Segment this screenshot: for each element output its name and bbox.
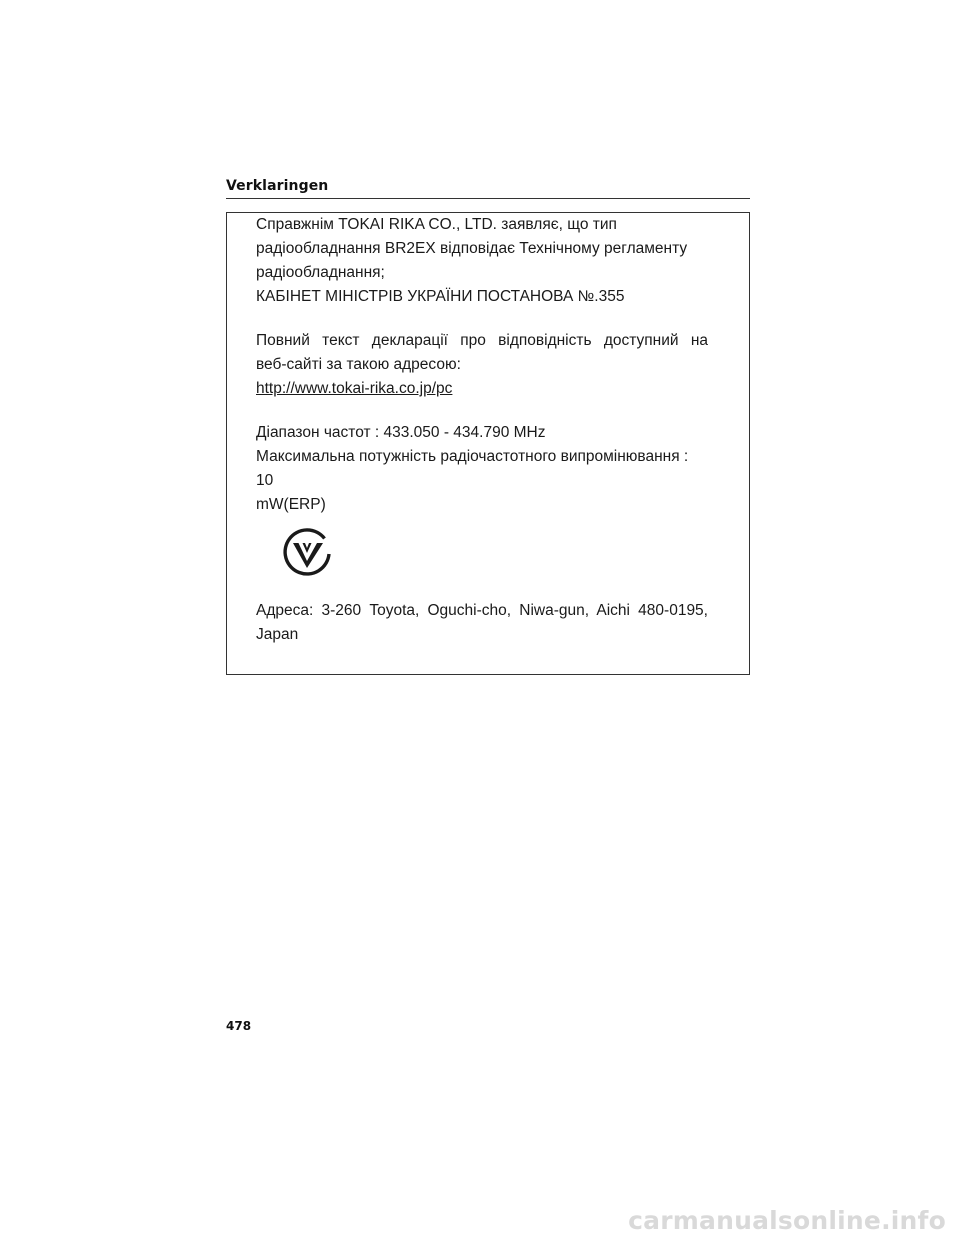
declaration-line-2: радіообладнання BR2EX відповідає Технічному регламенту: [256, 240, 688, 257]
spacer: [256, 309, 708, 329]
spacer: [256, 401, 708, 421]
section-title: Verklaringen: [226, 178, 329, 194]
page-number: 478: [226, 1019, 252, 1033]
address-line-2: Japan: [256, 626, 299, 643]
fulltext-line-1: Повний текст декларації про відповідність доступний на: [256, 332, 708, 349]
declaration-content: [256, 213, 708, 647]
title-rule: [226, 198, 750, 199]
conformity-mark-container: [256, 517, 708, 599]
declaration-url-link[interactable]: http://www.tokai-rika.co.jp/pc: [256, 380, 453, 397]
power-line-1: Максимальна потужність радіочастотного випромінювання : 10: [256, 448, 689, 489]
fulltext-line-2: веб-сайті за такою адресою:: [256, 356, 461, 373]
frequency-range: Діапазон частот : 433.050 - 434.790 MHz: [256, 424, 546, 441]
address-line-1: Адреса: 3-260 Toyota, Oguchi-cho, Niwa-gun, Aichi 480-0195,: [256, 602, 708, 619]
declaration-line-3: радіообладнання;: [256, 264, 385, 281]
ukrainian-conformity-mark-icon: [279, 526, 335, 582]
declaration-line-1: Справжнім TOKAI RIKA CO., LTD. заявляє, що тип: [256, 216, 617, 233]
declaration-line-4: КАБІНЕТ МІНІСТРІВ УКРАЇНИ ПОСТАНОВА №.355: [256, 288, 625, 305]
power-line-2: mW(ERP): [256, 496, 326, 513]
watermark: carmanualsonline.info: [628, 1206, 946, 1235]
